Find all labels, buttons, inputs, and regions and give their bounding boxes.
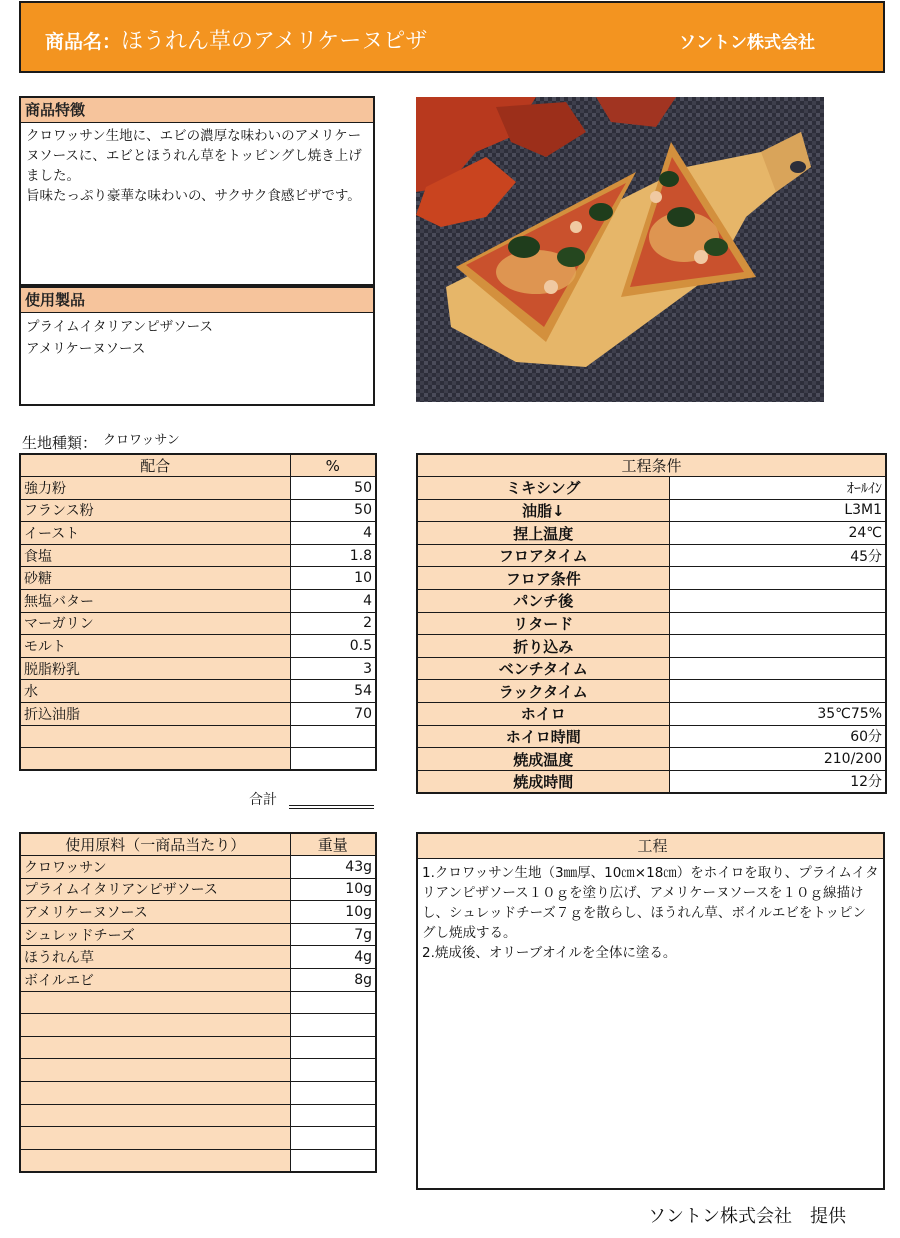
recipe-row — [20, 680, 376, 703]
dough-type-label: 生地種類： — [22, 434, 98, 452]
recipe-header-percent: % — [290, 454, 376, 477]
condition-value: 24℃ — [669, 522, 886, 545]
condition-label: ベンチタイム — [417, 657, 669, 680]
ingredient-name: プライムイタリアンピザソース — [20, 878, 290, 901]
products-list — [21, 313, 373, 363]
conditions-header-row — [417, 454, 886, 477]
ingredient-value — [290, 1014, 376, 1037]
ingredients-table — [19, 832, 377, 1173]
ingredient-row — [20, 878, 376, 901]
ingredient-value — [290, 1036, 376, 1059]
ingredient-value — [290, 1059, 376, 1082]
condition-value — [669, 590, 886, 613]
condition-label: 焼成時間 — [417, 770, 669, 793]
process-header: 工程 — [418, 834, 883, 859]
condition-label: 捏上温度 — [417, 522, 669, 545]
recipe-row — [20, 725, 376, 748]
condition-value — [669, 657, 886, 680]
recipe-row — [20, 477, 376, 500]
recipe-header-ingredient: 配合 — [20, 454, 290, 477]
condition-value — [669, 567, 886, 590]
recipe-name: 脱脂粉乳 — [20, 657, 290, 680]
product-photo — [416, 97, 824, 402]
ingredient-row — [20, 1149, 376, 1172]
ingredient-name — [20, 1104, 290, 1127]
ingredient-value — [290, 1104, 376, 1127]
ingredient-row — [20, 923, 376, 946]
ingredient-row — [20, 1082, 376, 1105]
recipe-value: 4 — [290, 590, 376, 613]
recipe-name: イースト — [20, 522, 290, 545]
recipe-value: 50 — [290, 499, 376, 522]
ingredient-row — [20, 1014, 376, 1037]
condition-value: ｵｰﾙｲﾝ — [669, 477, 886, 500]
recipe-row — [20, 567, 376, 590]
condition-label: ラックタイム — [417, 680, 669, 703]
condition-label: ミキシング — [417, 477, 669, 500]
features-box — [19, 96, 375, 286]
recipe-row — [20, 522, 376, 545]
ingredient-row — [20, 969, 376, 992]
recipe-name — [20, 725, 290, 748]
condition-value: 12分 — [669, 770, 886, 793]
condition-value — [669, 635, 886, 658]
dough-type-value: クロワッサン — [103, 433, 180, 448]
header-bar — [19, 1, 885, 73]
condition-value: 45分 — [669, 544, 886, 567]
recipe-name: マーガリン — [20, 612, 290, 635]
dough-type — [22, 432, 180, 453]
ingredient-row — [20, 1036, 376, 1059]
products-box — [19, 286, 375, 406]
recipe-name: モルト — [20, 635, 290, 658]
conditions-row — [417, 703, 886, 726]
features-text: クロワッサン生地に、エビの濃厚な味わいのアメリケーヌソースに、エビとほうれん草をトッピングし焼き上げました。 旨味たっぷり豪華な味わいの、サクサク食感ピザです。 — [26, 128, 362, 204]
recipe-name: 食塩 — [20, 544, 290, 567]
recipe-value: 50 — [290, 477, 376, 500]
condition-value: 60分 — [669, 725, 886, 748]
ingredient-value: 8g — [290, 969, 376, 992]
recipe-value: 70 — [290, 703, 376, 726]
recipe-row — [20, 499, 376, 522]
ingredient-name — [20, 1082, 290, 1105]
ingredient-name: ほうれん草 — [20, 946, 290, 969]
conditions-row — [417, 725, 886, 748]
recipe-name: 無塩バター — [20, 590, 290, 613]
condition-label: フロア条件 — [417, 567, 669, 590]
conditions-row — [417, 477, 886, 500]
recipe-row — [20, 635, 376, 658]
condition-value — [669, 612, 886, 635]
ingredient-row — [20, 991, 376, 1014]
conditions-row — [417, 635, 886, 658]
condition-label: リタード — [417, 612, 669, 635]
recipe-total-label: 合計 — [249, 792, 277, 808]
process-text: 1.クロワッサン生地（3㎜厚、10㎝×18㎝）をホイロを取り、プライムイタリアンピザソース１０ｇを塗り広げ、アメリケーヌソースを１０ｇ線描けし、シュレッドチーズ７ｇを散らし、ほうれん草、ボイルエビをトッピングし焼成する。 2.焼成後、オリーブオイルを全体に塗る。 — [422, 865, 879, 961]
recipe-row — [20, 657, 376, 680]
conditions-row — [417, 499, 886, 522]
ingredient-row — [20, 1104, 376, 1127]
condition-label: 焼成温度 — [417, 748, 669, 771]
conditions-row — [417, 748, 886, 771]
ingredient-value: 7g — [290, 923, 376, 946]
recipe-value: 4 — [290, 522, 376, 545]
product-item: プライムイタリアンピザソース — [26, 319, 213, 335]
recipe-name: 水 — [20, 680, 290, 703]
condition-value: 35℃75% — [669, 703, 886, 726]
ingredient-value — [290, 1127, 376, 1150]
recipe-row — [20, 748, 376, 771]
ingredient-row — [20, 1127, 376, 1150]
condition-value: 210/200 — [669, 748, 886, 771]
ingredient-value — [290, 1082, 376, 1105]
ingredient-name: シュレッドチーズ — [20, 923, 290, 946]
recipe-row — [20, 590, 376, 613]
ingredient-value: 10g — [290, 878, 376, 901]
ingredient-name — [20, 1036, 290, 1059]
recipe-header-row — [20, 454, 376, 477]
recipe-value: 54 — [290, 680, 376, 703]
condition-label: 折り込み — [417, 635, 669, 658]
recipe-value: 1.8 — [290, 544, 376, 567]
condition-label: 油脂↓ — [417, 499, 669, 522]
ingredients-header-row — [20, 833, 376, 856]
ingredient-name — [20, 1014, 290, 1037]
ingredient-name — [20, 1149, 290, 1172]
recipe-name: フランス粉 — [20, 499, 290, 522]
process-box — [416, 832, 885, 1190]
products-title: 使用製品 — [21, 286, 373, 313]
ingredient-value — [290, 1149, 376, 1172]
product-name: ほうれん草のアメリケーヌピザ — [121, 29, 428, 54]
recipe-table — [19, 453, 377, 771]
conditions-row — [417, 680, 886, 703]
recipe-name: 折込油脂 — [20, 703, 290, 726]
conditions-row — [417, 657, 886, 680]
footer-credit: ソントン株式会社 提供 — [648, 1206, 846, 1227]
recipe-value — [290, 748, 376, 771]
recipe-row — [20, 544, 376, 567]
conditions-row — [417, 544, 886, 567]
condition-value — [669, 680, 886, 703]
total-underline-double — [289, 808, 374, 809]
ingredient-name: アメリケーヌソース — [20, 901, 290, 924]
product-label: 商品名： — [45, 31, 122, 53]
condition-label: ホイロ時間 — [417, 725, 669, 748]
recipe-row — [20, 612, 376, 635]
recipe-value: 0.5 — [290, 635, 376, 658]
product-item: アメリケーヌソース — [26, 341, 146, 357]
recipe-value: 3 — [290, 657, 376, 680]
condition-label: パンチ後 — [417, 590, 669, 613]
ingredient-row — [20, 1059, 376, 1082]
ingredient-name: ボイルエビ — [20, 969, 290, 992]
ingredient-value: 4g — [290, 946, 376, 969]
ingredient-name — [20, 1127, 290, 1150]
ingredient-row — [20, 946, 376, 969]
recipe-value: 10 — [290, 567, 376, 590]
conditions-table — [416, 453, 887, 794]
ingredients-header-weight: 重量 — [290, 833, 376, 856]
product-title — [45, 24, 427, 55]
pizza-photo-illustration — [416, 97, 824, 402]
recipe-name: 砂糖 — [20, 567, 290, 590]
ingredient-value: 43g — [290, 856, 376, 879]
header-company: ソントン株式会社 — [679, 33, 815, 53]
conditions-row — [417, 522, 886, 545]
condition-label: フロアタイム — [417, 544, 669, 567]
conditions-row — [417, 590, 886, 613]
condition-label: ホイロ — [417, 703, 669, 726]
recipe-value — [290, 725, 376, 748]
ingredient-name — [20, 1059, 290, 1082]
ingredient-row — [20, 901, 376, 924]
conditions-row — [417, 567, 886, 590]
conditions-header: 工程条件 — [417, 454, 886, 477]
ingredient-value: 10g — [290, 901, 376, 924]
ingredients-header-name: 使用原料（一商品当たり） — [20, 833, 290, 856]
total-underline — [289, 805, 374, 806]
recipe-row — [20, 703, 376, 726]
conditions-row — [417, 770, 886, 793]
ingredient-row — [20, 856, 376, 879]
recipe-name: 強力粉 — [20, 477, 290, 500]
recipe-name — [20, 748, 290, 771]
ingredient-name — [20, 991, 290, 1014]
ingredient-name: クロワッサン — [20, 856, 290, 879]
conditions-row — [417, 612, 886, 635]
ingredient-value — [290, 991, 376, 1014]
recipe-value: 2 — [290, 612, 376, 635]
condition-value: L3M1 — [669, 499, 886, 522]
features-title: 商品特徴 — [21, 98, 373, 123]
